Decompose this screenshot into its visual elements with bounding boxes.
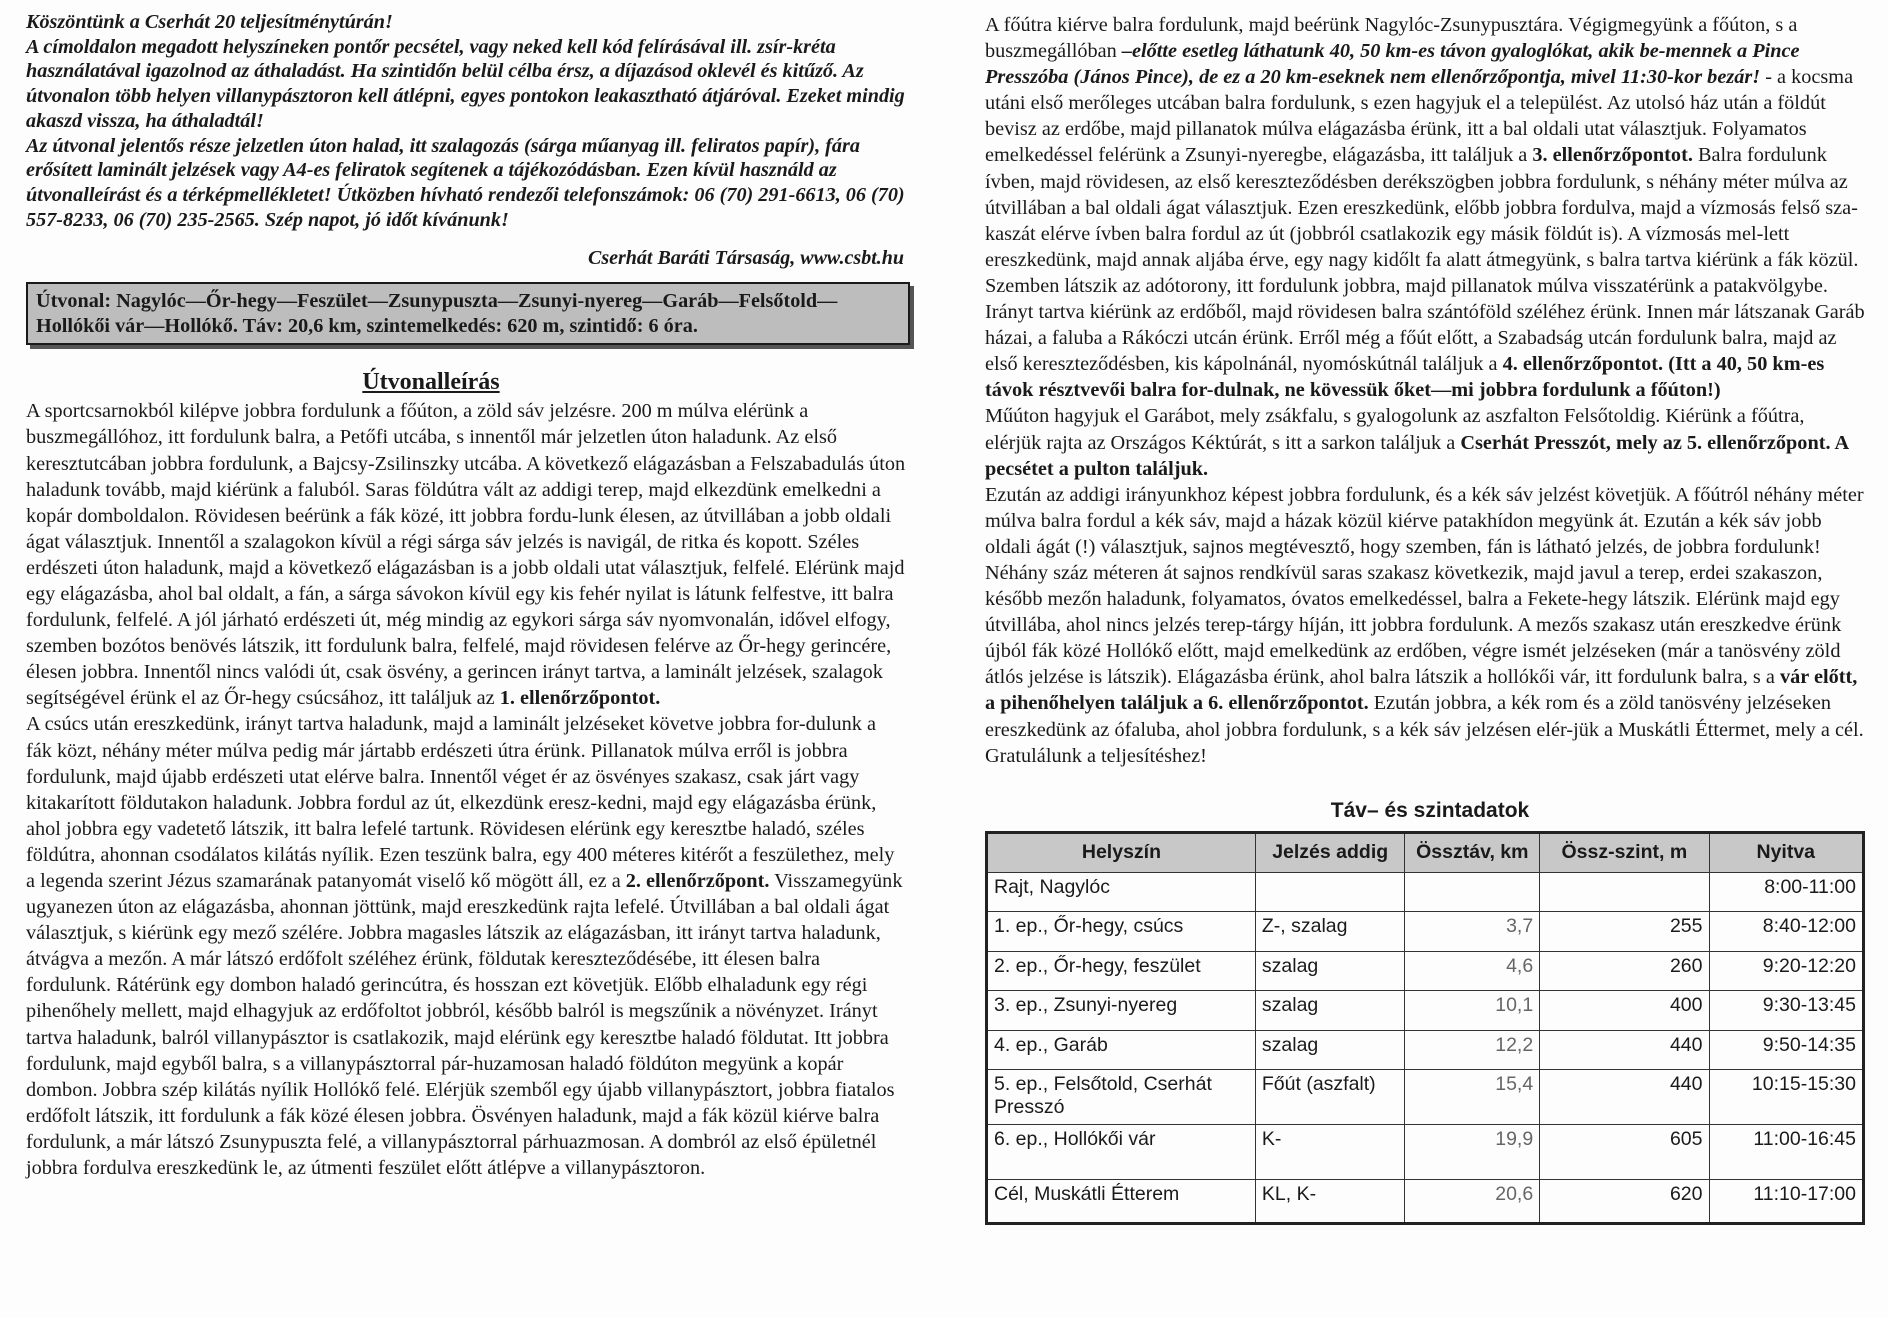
column-header-elevation: Össz-szint, m	[1540, 832, 1709, 872]
paragraph-section-1	[26, 398, 906, 711]
table-row	[987, 951, 1864, 991]
cell-distance: 12,2	[1405, 1030, 1540, 1070]
signature: Cserhát Baráti Társaság, www.csbt.hu	[587, 247, 904, 270]
intro-block	[26, 10, 906, 232]
checkpoint-2-text: 2. ellenőrzőpont.	[625, 870, 770, 893]
text-run: Ezután az addigi irányunkhoz képest jobbra fordulunk, és a kék sáv jelzést követjük. A főútról néhány méter múlva balra fordul a kék sáv, majd a házak közül kiérve patakhídon megyünk át. Ezután a kék sáv jobb oldali ágát (!) választjuk, sajnos megtévesztő, hogy szemben, fán is látható jelzés, de jobbra fordulunk! Néhány száz méteren át sajnos rendkívül saras szakasz következik, majd javul a terep, erdei szakaszon, később mezőn haladunk, folyamatos, óvatos emelkedéssel, balra a Fekete-hegy látszik. Elérünk majd egy útvillába, ahol nincs jelzés terep-tárgy híján, itt jobbra fordulunk. A mezős szakasz után ereszkedve érünk újból fák közé Hollókő előtt, majd emelkedünk az erdőben, végre ismét jelzéseken (már a tanösvény zöld átlós jelzése is látszik). Elágazásba érünk, ahol balra látszik a hollókői vár, itt fordulunk balra, s a	[985, 483, 1864, 689]
text-run: Balra fordulunk ívben, majd rövidesen, az első kereszteződésben derékszögben jobbra fordulunk, s néhány méter múlva az útvillában a bal oldali ágat választjuk. Ezen ereszkedünk, előbb jobbra fordulva, majd a vízmosás felső sza-kaszát elérve ívben balra fordul az út (jobbról csatlakozik egy másik földút is). A vízmosás mel-lett ereszkedünk, majd annak aljába érve, egy nagy kidőlt fa alatt átmegyünk, s balra tartva kiérünk a fák közül. Szemben látszik az adótorony, itt fordulunk jobbra, majd pillanatok múlva visszatérünk a patakvölgybe. Irányt tartva kiérünk az erdőből, majd rövidesen balra szántóföld széléhez érünk. Innen már látszanak Garáb házai, a faluba a Rákóczi utcán érünk. Erről még a főút előtt, a Szabadság utcán fordulunk balra, majd az első kereszteződésben, kis kápolnánál, nyomóskútnál találjuk a	[985, 144, 1865, 376]
paragraph-section-5	[985, 482, 1865, 769]
cell-open: 9:50-14:35	[1709, 1030, 1864, 1070]
cell-location: 3. ep., Zsunyi-nyereg	[987, 991, 1256, 1031]
route-description-left	[26, 398, 906, 1181]
table-row	[987, 1180, 1864, 1224]
column-header-location: Helyszín	[987, 832, 1256, 872]
table-row	[987, 1030, 1864, 1070]
section-title: Útvonalleírás	[362, 369, 500, 396]
text-run: - a kocsma utáni első merőleges utcában balra fordulunk, s ezen hagyjuk el a települést. Az utolsó ház után a földút bevisz az erdőbe, majd pillanatok múlva elágazásba érünk, itt a bal oldali utat választjuk. Folyamatos emelkedéssel felérünk a Zsunyi-nyeregbe, elágazásba, itt találjuk a	[985, 66, 1854, 167]
cell-marking: szalag	[1255, 951, 1405, 991]
cell-elevation: 620	[1540, 1180, 1709, 1224]
cell-open: 9:30-13:45	[1709, 991, 1864, 1031]
paragraph-section-4	[985, 403, 1865, 481]
left-column	[26, 10, 906, 1181]
cell-marking: szalag	[1255, 1030, 1405, 1070]
cell-elevation: 440	[1540, 1030, 1709, 1070]
cell-distance: 19,9	[1405, 1125, 1540, 1180]
table-header-row	[987, 832, 1864, 872]
cell-distance: 4,6	[1405, 951, 1540, 991]
table-row	[987, 1125, 1864, 1180]
cell-elevation: 440	[1540, 1070, 1709, 1125]
route-summary-box: Útvonal: Nagylóc—Őr-hegy—Feszület—Zsunypuszta—Zsunyi-nyereg—Garáb—Felsőtold—Hollókői vár—Hollókő. Táv: 20,6 km, szintemelkedés: 620 m, szintidő: 6 óra.	[26, 282, 910, 345]
cell-marking: szalag	[1255, 991, 1405, 1031]
route-description-right	[985, 12, 1865, 769]
cell-elevation: 400	[1540, 991, 1709, 1031]
cell-distance: 15,4	[1405, 1070, 1540, 1125]
checkpoint-5-text: Cserhát Presszót, mely az 5. ellenőrzőpont. A pecsétet a pulton találjuk.	[985, 431, 1849, 480]
cell-open: 9:20-12:20	[1709, 951, 1864, 991]
cell-open: 11:10-17:00	[1709, 1180, 1864, 1224]
cell-open: 10:15-15:30	[1709, 1070, 1864, 1125]
text-run: A sportcsarnokból kilépve jobbra fordulunk a főúton, a zöld sáv jelzésre. 200 m múlva elérünk a buszmegállóhoz, itt fordulunk balra, a Petőfi utcába, s innentől már jelzetlen úton haladunk. Az első keresztutcában jobbra fordulunk, a Bajcsy-Zsilinszky utcába. A következő elágazásban a Felszabadulás úton haladunk tovább, majd kiérünk a faluból. Saras földútra vált az addigi terep, majd elkezdünk emelkedni a kopár domboldalon. Rövidesen beérünk a fák közé, itt jobbra fordu-lunk élesen, az útvillában a jobb oldali ágat választjuk. Innentől a szalagokon kívül a régi sárga sáv jelzés is navigál, de ritka és kopott. Széles erdészeti úton haladunk, majd a következő elágazásban is a jobb oldali utat választjuk, felfelé. Elérünk majd egy elágazásba, ahol bal oldalt, a fán, a sárga sávokon kívül egy kis fehér nyilat is látunk felfestve, itt balra fordulunk, felfelé. A jól járható erdészeti út, még mindig az egykori sárga sáv nyomvonalán, idővel elfogy, szemben bozótos benövés látszik, itt fordulunk balra, felfelé, majd rövidesen felérve az Őr-hegy gerincére, élesen jobbra. Innentől nincs valódi út, csak ösvény, a gerincen irányt tartva, a laminált jelzések, szalagok segítségével érünk el az Őr-hegy csúcsához, itt találjuk az	[26, 400, 906, 710]
cell-marking: KL, K-	[1255, 1180, 1405, 1224]
checkpoint-6-text: vár előtt, a pihenőhelyen találjuk a 6. ellenőrzőpontot.	[985, 666, 1858, 715]
text-run: Műúton hagyjuk el Garábot, mely zsákfalu, s gyalogolunk az aszfalton Felsőtoldig. Kiérünk a főútra, elérjük rajta az Országos Kéktúrát, s itt a sarkon találjuk a	[985, 405, 1805, 454]
cell-marking: Főút (aszfalt)	[1255, 1070, 1405, 1125]
cell-distance: 20,6	[1405, 1180, 1540, 1224]
cell-open: 8:40-12:00	[1709, 912, 1864, 952]
pince-presszo-note: –előtte esetleg láthatunk 40, 50 km-es távon gyaloglókat, akik be-mennek a Pince Presszóba (János Pince), de ez a 20 km-eseknek nem ellenőrzőpontja, mivel 11:30-kor bezár!	[985, 40, 1800, 89]
text-run: Visszamegyünk ugyanezen úton az elágazásba, ahonnan jöttünk, majd ereszkedünk rajta lefelé. Útvillában a bal oldali ágat választjuk, s kiérünk egy mező szélére. Jobbra magasles látszik az elágazásban, itt irányt tartva haladunk, átvágva a mezőn. A már látszó erdőfolt széléhez érünk, földutak kereszteződésébe, itt élesen balra fordulunk. Rátérünk egy dombon haladó gerincútra, és hosszan ezt követjük. Előbb elhaladunk egy régi pihenőhely mellett, majd elhagyjuk az erdőfoltot jobbról, később balról is megszűnik a növényzet. Irányt tartva haladunk, balról villanypásztor is csatlakozik, majd elérünk egy keresztbe haladó földutat. Itt jobbra fordulunk, majd egyből balra, s a villanypásztorral pár-huzamosan haladó földúton megyünk a kopár dombon. Jobbra szép kilátás nyílik Hollókő felé. Elérjük szemből egy újabb villanypásztort, jobbra fiatalos erdőfolt látszik, itt fordulunk a fák közé élesen jobbra. Ösvényen haladunk, majd a fák közül kiérve balra fordulunk, a már látszó Zsunypuszta felé, a villanypásztorral párhuazmosan. A dombról az első épületnél jobbra fordulva ereszkedünk le, az útmenti feszület előtt átlépve a villanypásztoron.	[26, 870, 903, 1180]
cell-elevation: 605	[1540, 1125, 1709, 1180]
cell-location: 1. ep., Őr-hegy, csúcs	[987, 912, 1256, 952]
intro-title: Köszöntünk a Cserhát 20 teljesítménytúrán!	[26, 11, 393, 33]
table-row	[987, 872, 1864, 912]
checkpoint-3-text: 3. ellenőrzőpontot.	[1532, 144, 1693, 167]
cell-location: Cél, Muskátli Étterem	[987, 1180, 1256, 1224]
cell-marking: Z-, szalag	[1255, 912, 1405, 952]
cell-location: Rajt, Nagylóc	[987, 872, 1256, 912]
cell-elevation: 255	[1540, 912, 1709, 952]
paragraph-section-3	[985, 12, 1865, 403]
cell-marking: K-	[1255, 1125, 1405, 1180]
cell-elevation: 260	[1540, 951, 1709, 991]
text-run: A csúcs után ereszkedünk, irányt tartva haladunk, majd a laminált jelzéseket követve jobbra for-dulunk a fák közt, néhány méter múlva pedig már jártabb erdészeti útra érünk. Pillanatok múlva erről is jobbra fordulunk, majd újabb erdészeti utat elérve balra. Innentől véget ér az ösvényes szakasz, csak járt vagy kitakarított földutakon haladunk. Jobbra fordul az út, elkezdünk eresz-kedni, majd egy elágazásba érünk, ahol jobbra egy vadetető látszik, itt balra lefelé tartunk. Rövidesen elérünk egy keresztbe haladó, széles földútra, ahonnan csodálatos kilátás nyílik. Ezen teszünk balra, egy 400 méteres kitérőt a feszülethez, mely a legenda szerint Jézus szamarának patanyomát viselő kő mögött áll, ez a	[26, 713, 895, 893]
cell-location: 2. ep., Őr-hegy, feszület	[987, 951, 1256, 991]
column-header-distance: Össztáv, km	[1405, 832, 1540, 872]
column-header-open: Nyitva	[1709, 832, 1864, 872]
cell-distance: 3,7	[1405, 912, 1540, 952]
paragraph-section-2	[26, 711, 906, 1181]
cell-marking	[1255, 872, 1405, 912]
intro-paragraph-1: A címoldalon megadott helyszíneken pontőr pecsétel, vagy neked kell kód felírásával ill. zsír-kréta használatával igazolnod az áthaladást. Ha szintidőn belül célba érsz, a díjazásod oklevél és kitűző. Az útvonalon több helyen villanypásztoron kell átlépni, egyes pontokon leakasztható átjáróval. Ezeket mindig akaszd vissza, ha áthaladtál!	[26, 35, 905, 132]
checkpoint-4-text: 4. ellenőrzőpontot. (Itt a 40, 50 km-es távok résztvevői balra for-dulnak, ne kövessük őket—mi jobbra fordulunk a főúton!)	[985, 353, 1825, 402]
cell-location: 4. ep., Garáb	[987, 1030, 1256, 1070]
table-title: Táv– és szintadatok	[1330, 798, 1530, 822]
cell-distance	[1405, 872, 1540, 912]
table-row	[987, 912, 1864, 952]
checkpoint-1-text: 1. ellenőrzőpontot.	[499, 687, 661, 710]
text-run: A főútra kiérve balra fordulunk, majd beérünk Nagylóc-Zsunypusztára. Végigmegyünk a főúton, s a buszmegállóban	[985, 14, 1798, 63]
cell-open: 8:00-11:00	[1709, 872, 1864, 912]
text-run: Ezután jobbra, a kék rom és a zöld tanösvény jelzéseken ereszkedünk az ófaluba, ahol jobbra fordulunk, s a kék sáv jelzésen elér-jük a Muskátli Éttermet, mely a cél. Gratulálunk a teljesítéshez!	[985, 692, 1864, 767]
cell-elevation	[1540, 872, 1709, 912]
table-row	[987, 991, 1864, 1031]
checkpoint-table	[985, 831, 1865, 1226]
column-header-marking: Jelzés addig	[1255, 832, 1405, 872]
cell-distance: 10,1	[1405, 991, 1540, 1031]
right-column	[985, 12, 1865, 1225]
intro-paragraph-2: Az útvonal jelentős része jelzetlen úton halad, itt szalagozás (sárga műanyag ill. feliratos papír), fára erősített laminált jelzések vagy A4-es feliratok segítenek a tájékozódásban. Ezen kívül használd az útvonalleírást és a térképmellékletet! Útközben hívható rendezői telefonszámok: 06 (70) 291-6613, 06 (70) 557-8233, 06 (70) 235-2565. Szép napot, jó időt kívánunk!	[26, 134, 905, 231]
cell-location: 6. ep., Hollókői vár	[987, 1125, 1256, 1180]
table-row	[987, 1070, 1864, 1125]
cell-open: 11:00-16:45	[1709, 1125, 1864, 1180]
cell-location: 5. ep., Felsőtold, Cserhát Presszó	[987, 1070, 1256, 1125]
